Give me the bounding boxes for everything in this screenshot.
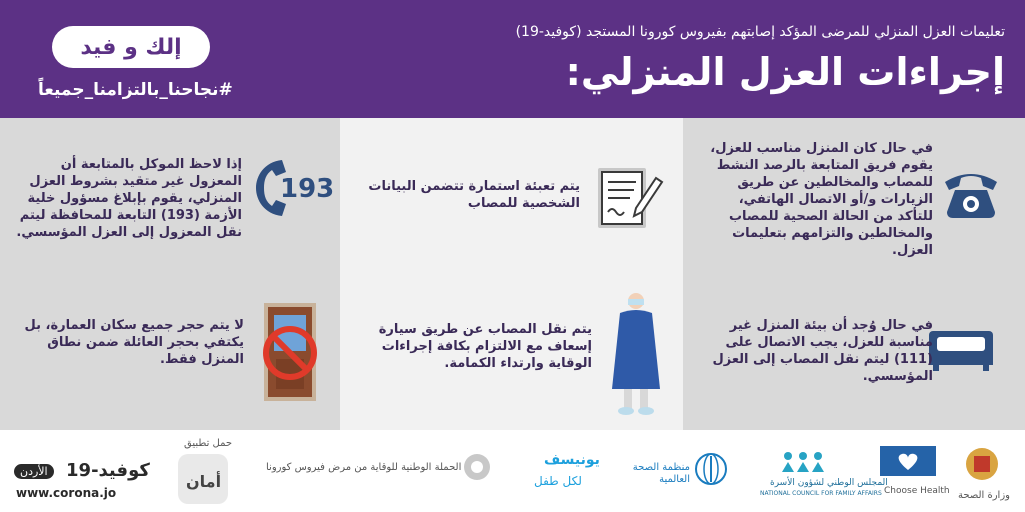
cell-building xyxy=(0,275,340,430)
heart-logo-icon xyxy=(880,446,936,476)
hashtag: #نجاحنا_بالتزامنا_جميعاً xyxy=(38,80,233,100)
app-label: حمل تطبيق xyxy=(184,438,233,449)
who-globe-icon xyxy=(694,452,728,486)
telephone-icon xyxy=(941,164,1001,220)
who-label: منظمة الصحة العالمية xyxy=(632,462,690,485)
hotline-number: 193 xyxy=(280,174,335,204)
choose-health-label: Choose Health xyxy=(884,486,950,496)
campaign-virus-icon xyxy=(462,452,492,482)
cell-escalation xyxy=(0,118,340,275)
campaign-label: الحملة الوطنية للوقاية من مرض فيروس كورونا xyxy=(266,462,462,473)
website-link[interactable]: www.corona.jo xyxy=(16,486,117,500)
transport-text: يتم نقل المصاب عن طريق سيارة إسعاف مع الالتزام بكافة إجراءات الوقاية وارتداء الكمامة. xyxy=(378,322,592,371)
bed-icon xyxy=(927,329,995,371)
family-council-icon xyxy=(780,450,826,474)
health-worker-icon xyxy=(610,289,662,417)
ministry-emblem-icon xyxy=(962,444,1002,484)
country-tag: الأردن xyxy=(14,464,54,479)
app-name: أمان xyxy=(186,472,222,491)
unicef-slogan: لكل طفل xyxy=(534,474,582,488)
unicef-label: يونيسف xyxy=(544,452,600,468)
ministry-label: وزارة الصحة xyxy=(958,490,1010,501)
family-council-en-label: NATIONAL COUNCIL FOR FAMILY AFFAIRS xyxy=(760,490,882,497)
page-subtitle: تعليمات العزل المنزلي للمرضى المؤكد إصابتهم بفيروس كورونا المستجد (كوفيد-19) xyxy=(515,24,1005,40)
cell-monitoring xyxy=(683,118,1025,275)
brand-logo xyxy=(52,26,210,68)
page-title: إجراءات العزل المنزلي: xyxy=(565,50,1005,94)
footer-partners xyxy=(0,430,1025,512)
brand-logo-text: إلك و فيد xyxy=(80,34,182,60)
building-text: لا يتم حجر جميع سكان العمارة، بل يكتفي بحجر العائلة ضمن نطاق المنزل فقط. xyxy=(24,318,244,367)
cell-form xyxy=(340,118,683,275)
family-council-label: المجلس الوطني لشؤون الأسرة xyxy=(770,478,888,488)
institutional-text: في حال وُجد أن بيئة المنزل غير مناسبة للعزل، يجب الاتصال على (111) ليتم نقل المصاب إلى العزل المؤسسي. xyxy=(712,318,933,384)
escalation-text: إذا لاحظ الموكل بالمتابعة أن المعزول غير متقيد بشروط العزل المنزلي، يقوم بإبلاغ مسؤول خلية الأزمة (193) التابعة للمحافظة ليتم نقل المعزول إلى العزل المؤسسي. xyxy=(16,157,242,240)
cell-transport xyxy=(340,275,683,430)
form-text: يتم تعبئة استمارة تتضمن البيانات الشخصية للمصاب xyxy=(368,179,580,211)
form-pen-icon xyxy=(596,164,666,230)
cell-institutional xyxy=(683,275,1025,430)
header-banner xyxy=(0,0,1025,118)
door-no-entry-icon xyxy=(258,301,322,403)
monitoring-text: في حال كان المنزل مناسب للعزل، يقوم فريق المتابعة بالرصد النشط للمصاب والمخالطين عن طريق الزيارات و/أو الاتصال الهاتفي، للتأكد من الحالة الصحية للمصاب والمخالطين والتزامهم بتعليمات العزل. xyxy=(710,141,933,258)
covid-brand: كوفيد-19 xyxy=(66,460,150,481)
